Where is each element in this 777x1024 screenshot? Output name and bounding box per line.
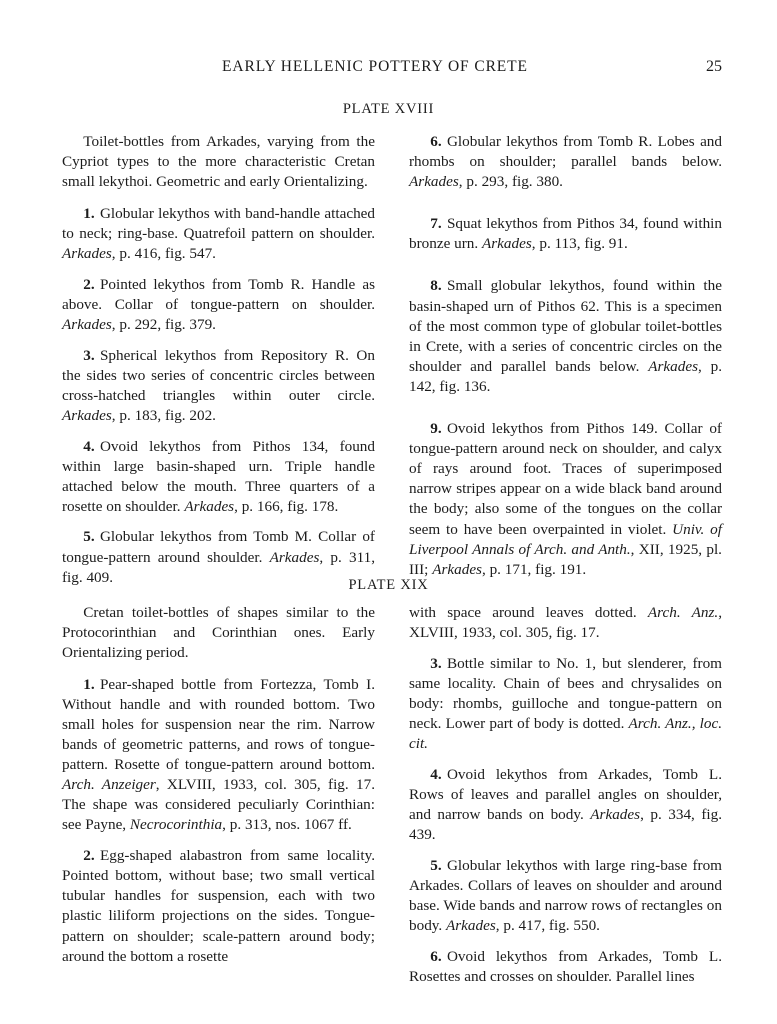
plate-xix-item-2-continued: with space around leaves dotted. Arch. Anz., XLVIII, 1933, col. 305, fig. 17. bbox=[409, 604, 723, 642]
plate-xix-item-3: 3. Bottle similar to No. 1, but slenderer, from same locality. Chain of bees and chrysalides on body: rhombs, guilloche and tongue-pattern on neck. Lower part of body is dotted. Arch. Anz., loc. cit. bbox=[409, 654, 722, 753]
plate-xviii-intro: Toilet-bottles from Arkades, varying from the Cypriot types to the more characteristic Cretan small lekythoi. Geometric and early Orientalizing. bbox=[62, 133, 375, 191]
page-header bbox=[0, 58, 777, 82]
running-title: EARLY HELLENIC POTTERY OF CRETE bbox=[222, 58, 528, 75]
plate-xix-item-5: 5. Globular lekythos with large ring-base from Arkades. Collars of leaves on shoulder and around base. Wide bands and narrow rows of rectangles on body. Arkades, p. 417, fig. 550. bbox=[409, 856, 722, 935]
plate-xviii-right-column bbox=[409, 132, 722, 590]
plate-xviii-item-8: 8. Small globular lekythos, found within the basin-shaped urn of Pithos 62. This is a specimen of the most common type of globular toilet-bottles in Crete, with a series of concentric circles on the shoulder and parallel bands below. Arkades, p. 142, fig. 136. bbox=[409, 277, 723, 395]
page-number: 25 bbox=[706, 58, 722, 75]
plate-xix-heading: PLATE XIX bbox=[348, 577, 429, 593]
plate-xix-item-2: 2. Egg-shaped alabastron from same locality. Pointed bottom, without base; two small vertical tubular handles for suspension, each with two plastic liliform projections on the sides. Tongue-pattern on shoulder; scale-pattern around body; around the bottom a rosette bbox=[62, 847, 375, 965]
plate-xix-intro: Cretan toilet-bottles of shapes similar to the Protocorinthian and Corinthian ones. Early Orientalizing period. bbox=[62, 604, 375, 662]
plate-xviii-item-4: 4. Ovoid lekythos from Pithos 134, found within large basin-shaped urn. Triple handle attached below the mouth. Three quarters of a rosette on shoulder. Arkades, p. 166, fig. 178. bbox=[62, 437, 375, 515]
plate-xix-item-4: 4. Ovoid lekythos from Arkades, Tomb L. Rows of leaves and parallel angles on shoulder, and narrow bands on body. Arkades, p. 334, fig. 439. bbox=[409, 765, 723, 844]
plate-xviii-item-9: 9. Ovoid lekythos from Pithos 149. Collar of tongue-pattern around neck on shoulder, and calyx of rays around foot. Traces of superimposed narrow stripes appear on a wide black band around the body; also some of the tongues on the collar seem to have been overpainted in violet. Univ. of Liverpool Annals of Arch. and Anth., XII, 1925, pl. III; Arkades, p. 171, fig. 191. bbox=[409, 420, 722, 578]
plate-xviii-item-3: 3. Spherical lekythos from Repository R. On the sides two series of concentric circles between cross-hatched triangles within outer circle. Arkades, p. 183, fig. 202. bbox=[62, 346, 375, 424]
plate-xix-item-6: 6. Ovoid lekythos from Arkades, Tomb L. Rosettes and crosses on shoulder. Parallel lines bbox=[409, 947, 722, 985]
plate-xviii-item-2: 2. Pointed lekythos from Tomb R. Handle as above. Collar of tongue-pattern on shoulder. Arkades, p. 292, fig. 379. bbox=[62, 275, 375, 333]
plate-xix-right-column bbox=[409, 603, 722, 998]
plate-xviii-item-1: 1. Globular lekythos with band-handle attached to neck; ring-base. Quatrefoil pattern on shoulder. Arkades, p. 416, fig. 547. bbox=[62, 204, 375, 262]
plate-xviii-item-7: 7. Squat lekythos from Pithos 34, found within bronze urn. Arkades, p. 113, fig. 91. bbox=[409, 215, 722, 253]
plate-xix-item-1: 1. Pear-shaped bottle from Fortezza, Tomb I. Without handle and with rounded bottom. Two small holes for suspension near the rim. Narrow bands of geometric patterns, and rows of tongue-pattern. Rosette of tongue-pattern around bottom. Arch. Anzeiger, XLVIII, 1933, col. 305, fig. 17. The shape was considered peculiarly Corinthian: see Payne, Necrocorinthia, p. 313, nos. 1067 ff. bbox=[62, 675, 375, 834]
plate-xviii-heading: PLATE XVIII bbox=[342, 101, 435, 117]
plate-xviii-item-6: 6. Globular lekythos from Tomb R. Lobes and rhombs on shoulder; parallel bands below. Arkades, p. 293, fig. 380. bbox=[409, 133, 722, 191]
plate-xviii-item-5: 5. Globular lekythos from Tomb M. Collar of tongue-pattern around shoulder. Arkades, p. 311, fig. 409. bbox=[62, 528, 375, 586]
plate-xviii-left-column bbox=[62, 132, 375, 598]
plate-xix-left-column bbox=[62, 603, 375, 977]
